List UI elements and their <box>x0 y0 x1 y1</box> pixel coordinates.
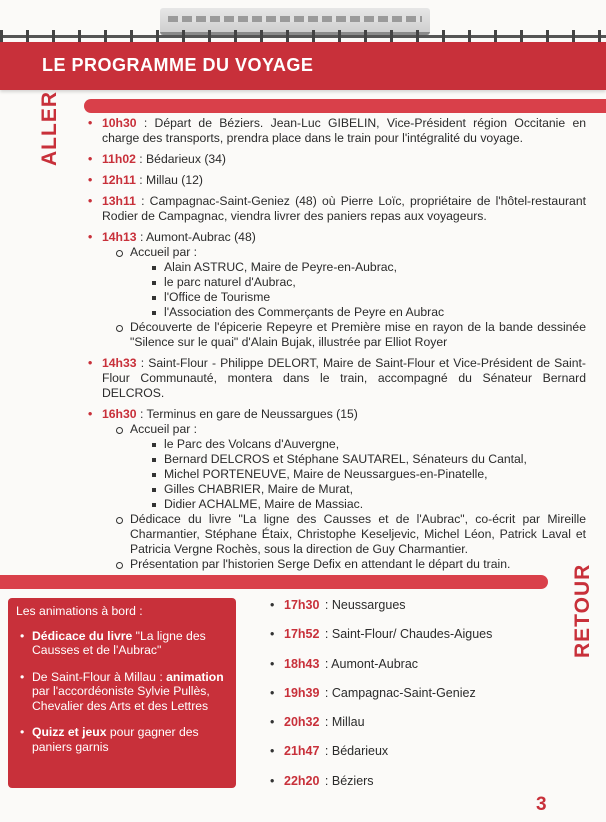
host-item: le parc naturel d'Aubrac, <box>152 275 586 290</box>
host-item: le Parc des Volcans d'Auvergne, <box>152 437 586 452</box>
time: 12h11 <box>102 173 136 187</box>
aller-label: ALLER <box>38 91 61 166</box>
list-item <box>86 356 586 401</box>
retour-label: RETOUR <box>571 563 594 658</box>
host-item: l'Association des Commerçants de Peyre en Aubrac <box>152 305 586 320</box>
time: 14h33 <box>102 356 137 370</box>
animation-text: De Saint-Flour à Millau : <box>32 669 167 684</box>
host-item: Didier ACHALME, Maire de Massiac. <box>152 497 586 512</box>
host-item: Michel PORTENEUVE, Maire de Neussargues-en-Pinatelle, <box>152 467 586 482</box>
stop-text: : Départ de Béziers. Jean-Luc GIBELIN, Vice-Président région Occitanie en charge des transports, prendra place dans le train pour l'intégralité du voyage. <box>102 116 586 145</box>
place: : Millau <box>321 715 365 730</box>
retour-schedule <box>270 598 492 803</box>
list-item <box>86 173 586 188</box>
place: : Aumont-Aubrac <box>321 656 419 671</box>
list-item <box>270 715 492 744</box>
time: 13h11 <box>102 194 136 208</box>
time: 20h32 <box>284 715 320 730</box>
time: 10h30 <box>102 116 137 130</box>
sub-list <box>102 245 586 350</box>
place: : Bédarieux <box>321 744 389 759</box>
stop-text: : Bédarieux (34) <box>135 152 226 166</box>
stop-text: : Saint-Flour - Philippe DELORT, Maire de Saint-Flour et Vice-Président de Saint-Flour Communauté, montera dans le train, accompagné du Sénateur Bernard DELCROS. <box>102 356 586 400</box>
accueil-label: Accueil par : <box>130 422 198 436</box>
time: 22h20 <box>284 773 320 788</box>
host-item: Bernard DELCROS et Stéphane SAUTAREL, Sénateurs du Cantal, <box>152 452 586 467</box>
time: 11h02 <box>102 152 136 166</box>
sub-item <box>116 245 586 320</box>
animations-list <box>16 629 226 755</box>
sub-item: Découverte de l'épicerie Repeyre et Première mise en rayon de la bande dessinée "Silence sur le quai" d'Alain Bujak, illustrée par Elliot Royer <box>116 320 586 350</box>
animation-item <box>16 670 226 714</box>
stop-text: : Millau (12) <box>135 173 203 187</box>
list-item <box>270 627 492 656</box>
stop-text: : Campagnac-Saint-Geniez (48) où Pierre Loïc, propriétaire de l'hôtel-restaurant Rodier de Campagnac, viendra livrer des paniers repas aux voyageurs. <box>102 194 586 223</box>
host-item: l'Office de Tourisme <box>152 290 586 305</box>
list-item <box>270 686 492 715</box>
stop-text: : Aumont-Aubrac (48) <box>136 230 256 244</box>
animation-text: pour gagner des paniers garnis <box>32 725 199 754</box>
list-item <box>86 116 586 146</box>
list-item <box>270 744 492 773</box>
aller-divider-bar <box>84 99 606 113</box>
place: : Saint-Flour/ Chaudes-Aigues <box>321 627 493 642</box>
retour-divider-bar <box>0 575 548 589</box>
animation-bold: Dédicace du livre <box>32 628 133 643</box>
aller-schedule <box>86 116 586 578</box>
place: : Campagnac-Saint-Geniez <box>321 685 476 700</box>
time: 18h43 <box>284 656 320 671</box>
animation-text: "La ligne des Causses et de l'Aubrac" <box>32 628 206 657</box>
time: 14h13 <box>102 230 137 244</box>
page-title: LE PROGRAMME DU VOYAGE <box>42 55 314 75</box>
time: 19h39 <box>284 685 320 700</box>
time: 17h52 <box>284 627 320 642</box>
host-item: Gilles CHABRIER, Maire de Murat, <box>152 482 586 497</box>
stop-text: : Terminus en gare de Neussargues (15) <box>136 407 358 421</box>
sub-item: Dédicace du livre "La ligne des Causses et de l'Aubrac", co-écrit par Mireille Charmantier, Stéphane Étaix, Christophe Keseljevic, Michel Léon, Patrick Laval et Patricia Vergne Rochès, sous la direction de Guy Charmantier. <box>116 512 586 557</box>
host-item: Alain ASTRUC, Maire de Peyre-en-Aubrac, <box>152 260 586 275</box>
animation-bold: animation <box>166 669 224 684</box>
animation-text: par l'accordéoniste Sylvie Pullès, Chevalier des Arts et des Lettres <box>32 684 210 713</box>
page-number: 3 <box>536 794 547 815</box>
list-item <box>270 657 492 686</box>
time: 17h30 <box>284 598 320 612</box>
sub-list <box>102 422 586 572</box>
list-item <box>270 774 492 803</box>
sub-item: Présentation par l'historien Serge Defix en attendant le départ du train. <box>116 557 586 572</box>
rail-track-decoration <box>0 30 606 42</box>
animation-item <box>16 629 226 658</box>
list-item <box>86 230 586 350</box>
time: 21h47 <box>284 744 320 759</box>
list-item <box>270 598 492 627</box>
animations-title: Les animations à bord : <box>16 604 143 618</box>
title-band <box>0 42 606 90</box>
animation-item <box>16 725 226 754</box>
animations-box <box>8 598 236 788</box>
time: 16h30 <box>102 407 137 421</box>
place: : Neussargues <box>321 598 406 612</box>
hosts-list <box>130 260 586 320</box>
hosts-list <box>130 437 586 512</box>
animation-bold: Quizz et jeux <box>32 725 107 739</box>
list-item <box>86 152 586 167</box>
sub-item <box>116 422 586 512</box>
list-item <box>86 194 586 224</box>
accueil-label: Accueil par : <box>130 245 198 259</box>
place: : Béziers <box>321 773 374 788</box>
list-item <box>86 407 586 572</box>
